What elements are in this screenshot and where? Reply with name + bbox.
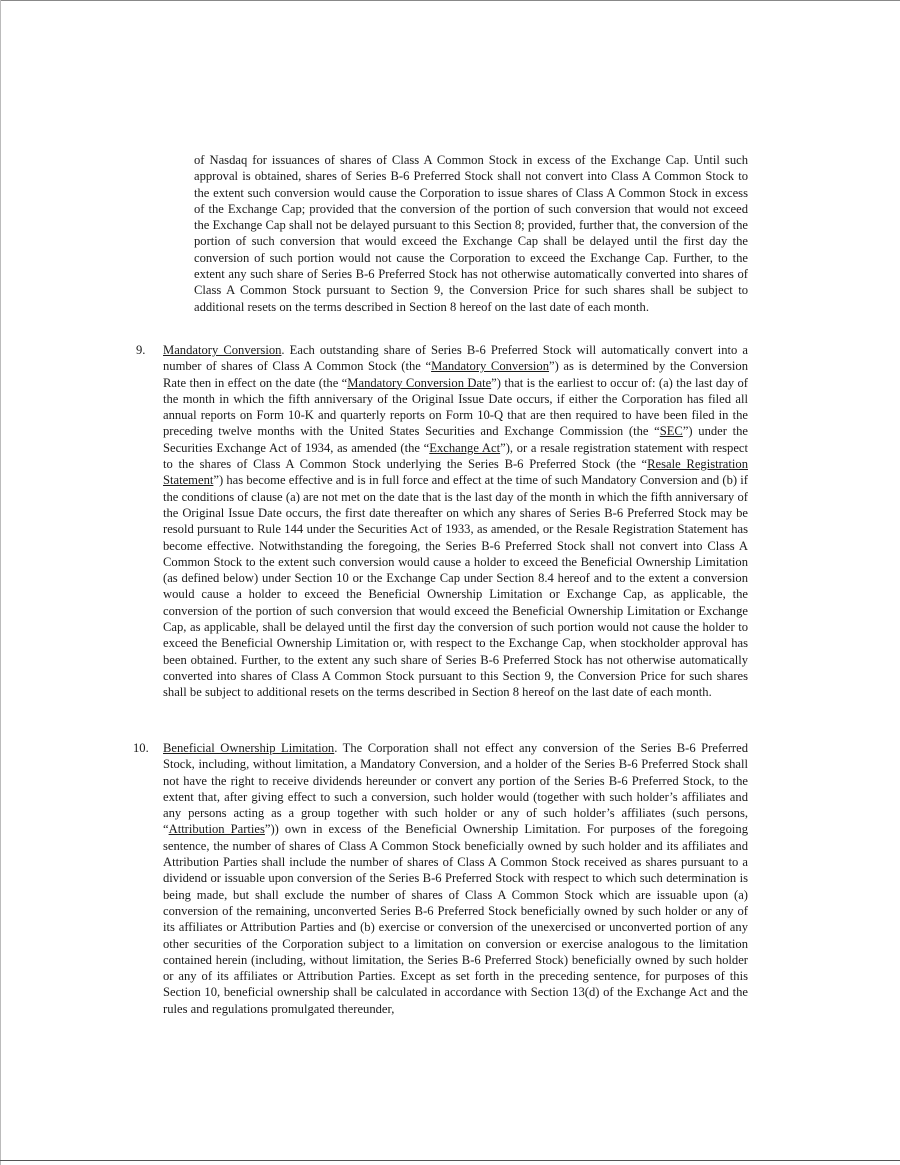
section-9-body [163,342,748,701]
defined-term-resale-registration-statement: Resale Registration Statement [163,457,748,488]
section-10-heading: Beneficial Ownership Limitation [163,741,335,755]
section-9-number: 9. [136,343,146,357]
defined-term-mandatory-conversion-date: Mandatory Conversion Date [347,375,492,390]
section-10-body [163,740,748,1017]
section-10-text-1: . The Corporation shall not effect any conversion of the Series B-6 Preferred Stock, including, without limitation, a Mandatory Conversion, and a holder of the Series B-6 Preferred Stock shall not have the right to receive dividends hereunder or convert any portion of the Series B-6 Preferred Stock, to the extent that, after giving effect to such a conversion, such holder would (together with such holder’s affiliates and any persons acting as a group together with such holder or any of such holder’s affiliates (such persons, “ [163,741,748,837]
section-10-number: 10. [133,741,149,755]
section-9-text-3: ”) that is the earliest to occur of: (a) the last day of the month in which the fifth anniversary of the Original Issue Date occurs, if either the Corporation has filed all annual reports on Form 10-K and quarterly reports on Form 10-Q that are then required to have been filed in the preceding twelve months with the United States Securities and Exchange Commission (the “ [163,375,749,439]
section-9-text-5: ”), or a resale registration statement with respect to the shares of Class A Common Stock underlying the Series B-6 Preferred Stock (the “ [163,440,749,472]
section-9 [136,342,749,701]
continuation-paragraph: of Nasdaq for issuances of shares of Class A Common Stock in excess of the Exchange Cap. Until such approval is obtained, shares of Series B-6 Preferred Stock shall not convert into Class A Common Stock to the extent such conversion would cause the Corporation to issue shares of Class A Common Stock in excess of the Exchange Cap; provided that the conversion of the portion of such conversion that would not exceed the Exchange Cap shall not be delayed pursuant to this Section 8; provided, further that, the conversion of the portion of such conversion that would exceed the Exchange Cap shall be delayed until the first day the conversion of such portion would not cause the Corporation to exceed the Exchange Cap. Further, to the extent any such share of Series B-6 Preferred Stock has not otherwise automatically converted into shares of Class A Common Stock pursuant to Section 9, the Conversion Price for such shares shall be subject to additional resets on the terms described in Section 8 hereof on the last date of each month. [194,153,748,314]
page-top-edge [0,0,900,1]
section-10-text-2: ”)) own in excess of the Beneficial Ownership Limitation. For purposes of the foregoing sentence, the number of shares of Class A Common Stock beneficially owned by such holder and its affiliates and Attribution Parties shall include the number of shares of Class A Common Stock received as shares pursuant to a dividend or issuable upon conversion of the Series B-6 Preferred Stock with respect to which such determination is being made, but shall exclude the number of shares of Class A Common Stock which are issuable upon (a) conversion of the remaining, unconverted Series B-6 Preferred Stock beneficially owned by such holder or any of its affiliates or Attribution Parties and (b) exercise or conversion of the unexercised or unconverted portion of any other securities of the Corporation subject to a limitation on conversion or exercise analogous to the limitation contained herein (including, without limitation, the Series B-6 Preferred Stock) beneficially owned by such holder or any of its affiliates or Attribution Parties. Except as set forth in the preceding sentence, for purposes of this Section 10, beneficial ownership shall be calculated in accordance with Section 13(d) of the Exchange Act and the rules and regulations promulgated thereunder, [163,822,748,1016]
page-bottom-edge [0,1160,900,1161]
section-9-heading: Mandatory Conversion [163,343,282,357]
defined-term-attribution-parties: Attribution Parties [168,822,265,837]
defined-term-sec: SEC [659,424,683,439]
page-left-edge [0,0,1,1165]
section-9-text-4: ”) under the Securities Exchange Act of 1934, as amended (the “ [163,424,748,455]
section-9-text-6: ”) has become effective and is in full force and effect at the time of such Mandatory Conversion and (b) if the conditions of clause (a) are not met on the date that is the last day of the month in which the fifth anniversary of the Original Issue Date occurs, the first date thereafter on which any shares of Series B-6 Preferred Stock may be resold pursuant to Rule 144 under the Securities Act of 1933, as amended, or the Resale Registration Statement has become effective. Notwithstanding the foregoing, the Series B-6 Preferred Stock shall not convert into Class A Common Stock to the extent such conversion would cause a holder to exceed the Beneficial Ownership Limitation (as defined below) under Section 10 or the Exchange Cap under Section 8.4 hereof and to the extent a conversion would cause a holder to exceed the Beneficial Ownership Limitation or Exchange Cap, as applicable, the conversion of the portion of such conversion that would exceed the Beneficial Ownership Limitation or Exchange Cap, as applicable, shall be delayed until the first day the conversion of such portion would not cause the holder to exceed the Beneficial Ownership Limitation or, with respect to the Exchange Cap, when stockholder approval has been obtained. Further, to the extent any such share of Series B-6 Preferred Stock has not otherwise automatically converted into shares of Class A Common Stock pursuant to this Section 9, the Conversion Price for such shares shall be subject to additional resets on the terms described in Section 8 hereof on the last date of each month. [163,473,748,700]
section-9-text-1: . Each outstanding share of Series B-6 Preferred Stock will automatically convert into a number of shares of Class A Common Stock (the “ [163,343,748,374]
section-10 [133,740,748,1017]
defined-term-exchange-act: Exchange Act [429,440,501,455]
section-9-text-2: ”) as is determined by the Conversion Rate then in effect on the date (the “ [163,359,748,390]
defined-term-mandatory-conversion: Mandatory Conversion [431,359,550,374]
